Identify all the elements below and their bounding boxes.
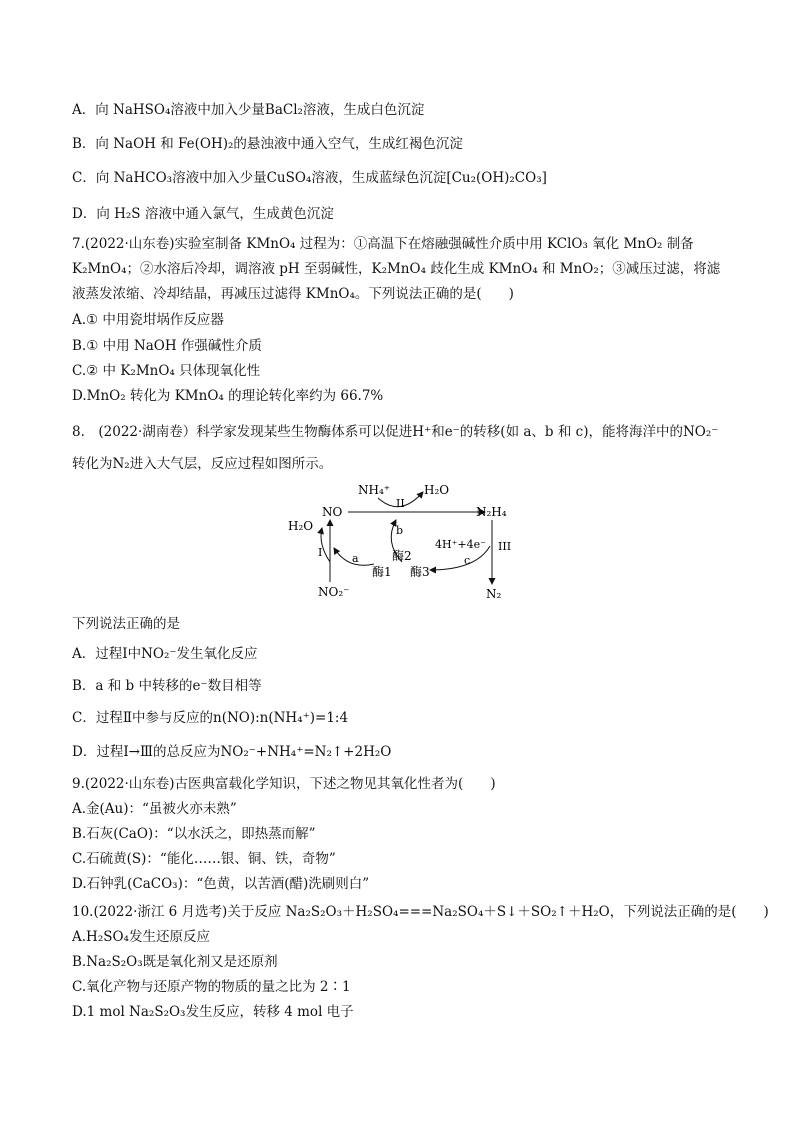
label-n2h4: N₂H₄ (476, 505, 507, 519)
label-enzyme2: 酶2 (392, 549, 412, 563)
label-h2o-top: H₂O (424, 483, 450, 497)
q10-option-d: D.1 mol Na₂S₂O₃发生反应，转移 4 mol 电子 (72, 1004, 354, 1020)
q6-option-d: D．向 H₂S 溶液中通入氯气，生成黄色沉淀 (72, 206, 334, 222)
label-nh4: NH₄⁺ (358, 483, 391, 497)
q8-prompt: 下列说法正确的是 (72, 616, 180, 632)
q9-stem: 9.(2022·山东卷)古医典富载化学知识，下述之物见其氧化性者为( ) (72, 776, 496, 792)
q8-option-b: B．a 和 b 中转移的e⁻数目相等 (72, 678, 262, 694)
q8-stem: 8. (2022·湖南卷）科学家发现某些生物酶体系可以促进H⁺和e⁻的转移(如 a、b 和 c)，能将海洋中的NO₂⁻转化为N₂进入大气层，反应过程如图所示。 (72, 424, 719, 472)
q10-option-a: A.H₂SO₄发生还原反应 (72, 929, 210, 945)
label-h2o-left: H₂O (288, 519, 314, 533)
q10-option-c: C.氧化产物与还原产物的物质的量之比为 2∶1 (72, 979, 351, 995)
label-iii: III (498, 540, 512, 553)
q6-option-a: A．向 NaHSO₄溶液中加入少量BaCl₂溶液，生成白色沉淀 (72, 102, 425, 118)
q6-option-b: B．向 NaOH 和 Fe(OH)₂的悬浊液中通入空气，生成红褐色沉淀 (72, 136, 463, 152)
q8-option-a: A．过程Ⅰ中NO₂⁻发生氧化反应 (72, 646, 258, 662)
q7-stem: 7.(2022·山东卷)实验室制备 KMnO₄ 过程为：①高温下在熔融强碱性介质中用 KClO₃ 氧化 MnO₂ 制备 K₂MnO₄；②水溶后冷却，调溶液 pH 至弱碱性，K₂MnO₄ 歧化生成 KMnO₄ 和 MnO₂；③减压过滤，将滤液蒸发浓缩、冷却结晶，再减压过滤得 KMnO₄。下列说法正确的是( ) (72, 236, 721, 302)
label-no: NO (322, 505, 343, 519)
label-ii: II (396, 497, 405, 510)
label-i: I (318, 546, 323, 559)
q7-option-c: C.② 中 K₂MnO₄ 只体现氧化性 (72, 363, 261, 379)
q6-option-c: C．向 NaHCO₃溶液中加入少量CuSO₄溶液，生成蓝绿色沉淀[Cu₂(OH)₂CO₃] (72, 170, 547, 186)
q10-stem: 10.(2022·浙江 6 月选考)关于反应 Na₂S₂O₃＋H₂SO₄===Na₂SO₄＋S↓＋SO₂↑＋H₂O，下列说法正确的是( ) (72, 904, 769, 920)
label-h-e: 4H⁺+4e⁻ (435, 538, 486, 551)
label-enzyme3: 酶3 (410, 565, 430, 579)
label-no2: NO₂⁻ (318, 585, 350, 599)
reaction-pathway-diagram (280, 478, 520, 602)
q7-option-d: D.MnO₂ 转化为 KMnO₄ 的理论转化率约为 66.7% (72, 388, 384, 404)
label-b: b (396, 524, 404, 537)
q8-option-d: D．过程Ⅰ→Ⅲ的总反应为NO₂⁻+NH₄⁺=N₂↑+2H₂O (72, 744, 392, 760)
q7-option-b: B.① 中用 NaOH 作强碱性介质 (72, 338, 262, 354)
q9-option-c: C.石硫黄(S)：“能化……银、铜、铁，奇物” (72, 851, 336, 867)
label-c: c (464, 554, 471, 567)
q10-option-b: B.Na₂S₂O₃既是氧化剂又是还原剂 (72, 954, 278, 970)
label-enzyme1: 酶1 (372, 565, 392, 579)
q7-option-a: A.① 中用瓷坩埚作反应器 (72, 312, 224, 328)
q9-option-d: D.石钟乳(CaCO₃)：“色黄，以苦酒(醋)洗刷则白” (72, 876, 370, 892)
q8-option-c: C．过程Ⅱ中参与反应的n(NO):n(NH₄⁺)=1:4 (72, 710, 349, 726)
q9-option-a: A.金(Au)：“虽被火亦未熟” (72, 801, 237, 817)
q9-option-b: B.石灰(CaO)：“以水沃之，即热蒸而解” (72, 826, 316, 842)
label-a: a (352, 552, 359, 565)
label-n2: N₂ (486, 587, 502, 601)
